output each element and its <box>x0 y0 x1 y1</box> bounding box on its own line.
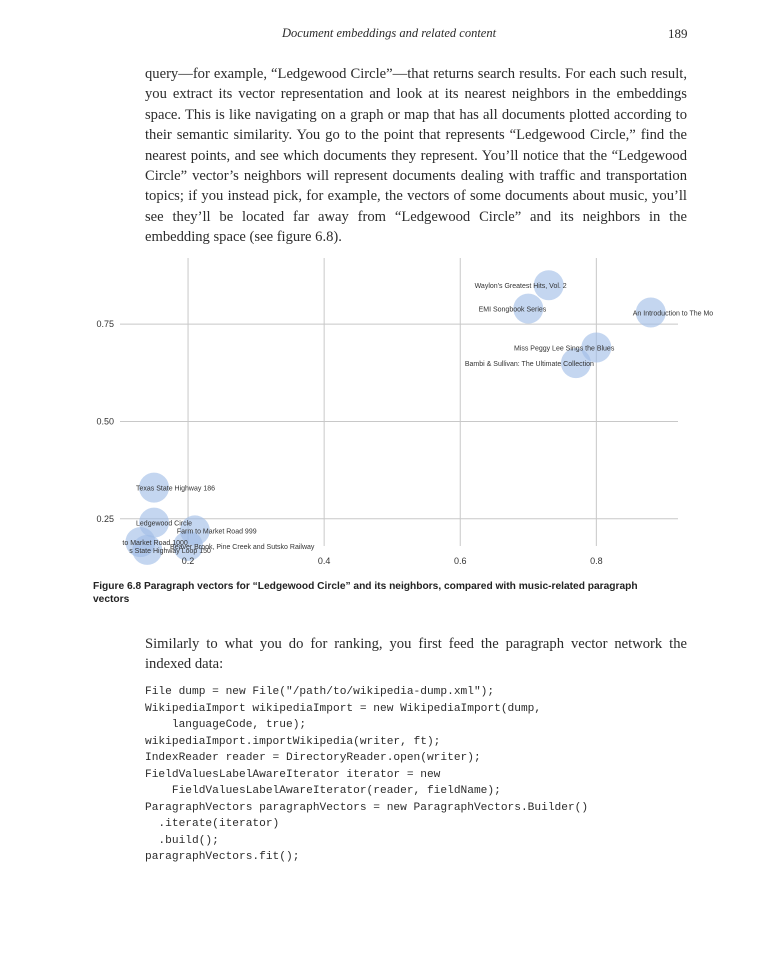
code-listing <box>145 684 588 866</box>
point-label: Miss Peggy Lee Sings the Blues <box>513 345 615 353</box>
code-line: WikipediaImport wikipediaImport = new WikipediaImport(dump, <box>145 702 542 715</box>
point-label: Waylon's Greatest Hits, Vol. 2 <box>474 283 567 291</box>
x-tick-label: 0.8 <box>590 556 603 566</box>
body-paragraph-1: query—for example, “Ledgewood Circle”—that returns search results. For each such result, you extract its vector representation and look at its nearest neighbors in the embeddings space. This is like navigating on a graph or map that has all documents plotted according to their semantic similarity. You go to the point that represents “Ledgewood Circle,” find the nearest points, and see which documents they represent. You’ll notice that the “Ledgewood Circle” vector’s neighbors will represent documents dealing with traffic and transportation topics; if you instead pick, for example, the vectors of some documents about music, you’ll see they’ll be located far away from “Ledgewood Circle” and its neighbors in the embedding space (see figure 6.8). <box>145 66 687 246</box>
grid-lines <box>120 258 678 546</box>
point-label: Texas State Highway 186 <box>136 485 216 493</box>
running-head <box>0 26 766 46</box>
page-number: 189 <box>668 26 688 41</box>
code-line: .build(); <box>145 834 219 847</box>
code-line: ParagraphVectors paragraphVectors = new ParagraphVectors.Builder() <box>145 801 589 814</box>
x-tick-label: 0.4 <box>317 556 331 566</box>
point-label: Ledgewood Circle <box>136 520 193 528</box>
point-label: An Introduction to The Mo <box>632 310 714 318</box>
point-label: Bambi & Sullivan: The Ultimate Collection <box>464 361 594 369</box>
point-label: s State Highway Loop 150 <box>129 547 211 555</box>
code-line: IndexReader reader = DirectoryReader.open(writer); <box>145 752 481 764</box>
code-line: File dump = new File("/path/to/wikipedia-dump.xml"); <box>145 686 495 698</box>
x-tick-label: 0.6 <box>453 556 467 566</box>
y-tick-label: 0.25 <box>96 513 114 524</box>
point-label: EMI Songbook Series <box>478 306 547 314</box>
scatter-chart <box>88 258 714 570</box>
y-tick-label: 0.50 <box>96 416 114 427</box>
point-label: Beaver Brook, Pine Creek and Sutsko Railway <box>170 544 315 551</box>
code-line: wikipediaImport.importWikipedia(writer, ft); <box>145 735 441 748</box>
code-line: paragraphVectors.fit(); <box>145 851 300 863</box>
code-line: .iterate(iterator) <box>145 818 280 830</box>
figure-caption: Figure 6.8 Paragraph vectors for “Ledgewood Circle” and its neighbors, compared with music-related paragraph vectors <box>93 581 638 606</box>
code-line: languageCode, true); <box>145 719 307 731</box>
code-line: FieldValuesLabelAwareIterator(reader, fieldName); <box>145 785 501 797</box>
x-tick-label: 0.2 <box>181 556 195 566</box>
point-label: Farm to Market Road 999 <box>176 528 257 536</box>
data-points <box>125 270 665 565</box>
running-title: Document embeddings and related content <box>282 26 497 40</box>
body-paragraph-2: Similarly to what you do for ranking, you first feed the paragraph vector network the indexed data: <box>145 636 687 673</box>
y-tick-label: 0.75 <box>96 319 114 330</box>
axis-ticks <box>96 319 602 566</box>
point-label: to Market Road 1000 <box>122 540 188 548</box>
code-line: FieldValuesLabelAwareIterator iterator = new <box>145 768 441 781</box>
